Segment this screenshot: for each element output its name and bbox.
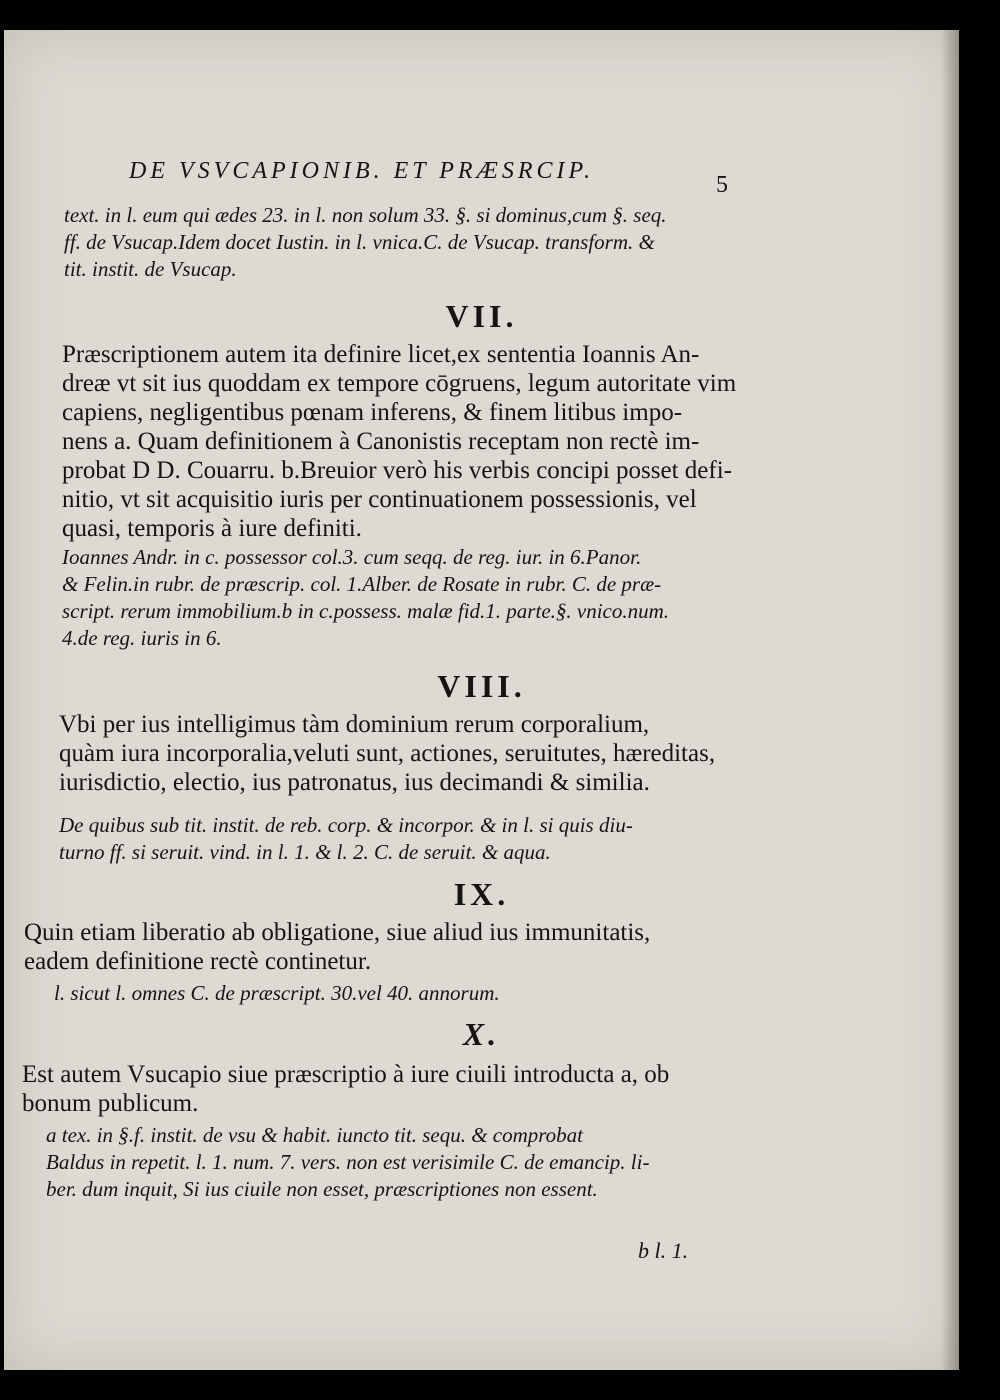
body-line: Quin etiam liberatio ab obligatione, siue aliud ius immunitatis,	[24, 919, 651, 946]
body-line: capiens, negligentibus pœnam inferens, & finem litibus impo-	[62, 399, 683, 426]
body-line: bonum publicum.	[22, 1090, 199, 1117]
section-note-vii	[62, 544, 742, 652]
section-heading-x: X.	[462, 1016, 501, 1052]
body-line: dreæ vt sit ius quoddam ex tempore cōgruens, legum autoritate vim	[62, 370, 737, 397]
running-head: DE VSVCAPIONIB. ET PRÆSRCIP.	[129, 158, 595, 184]
catchword: b l. 1.	[638, 1238, 689, 1263]
note-top	[64, 202, 744, 283]
body-line: probat D D. Couarru. b.Breuior verò his verbis concipi posset defi-	[62, 457, 732, 484]
body-line: quàm iura incorporalia,veluti sunt, actiones, seruitutes, hæreditas,	[59, 740, 716, 767]
body-line: nens a. Quam definitionem à Canonistis receptam non rectè im-	[62, 428, 700, 455]
section-heading-viii: VIII.	[437, 668, 526, 704]
body-line: quasi, temporis à iure definiti.	[62, 515, 362, 542]
note-line: ff. de Vsucap.Idem docet Iustin. in l. vnica.C. de Vsucap. transform. &	[64, 230, 655, 254]
body-line: iurisdictio, electio, ius patronatus, ius decimandi & similia.	[59, 769, 650, 796]
note-line: ber. dum inquit, Si ius ciuile non esset, præscriptiones non essent.	[46, 1177, 598, 1201]
note-line: script. rerum immobilium.b in c.possess. malæ fid.1. parte.§. vnico.num.	[62, 599, 670, 623]
section-heading-vii: VII.	[445, 298, 518, 334]
body-line: nitio, vt sit acquisitio iuris per continuationem possessionis, vel	[62, 486, 697, 513]
body-line: Præscriptionem autem ita definire licet,ex sententia Ioannis An-	[62, 341, 700, 368]
body-line: Est autem Vsucapio siue præscriptio à iure ciuili introducta a, ob	[22, 1061, 670, 1088]
page-number: 5	[716, 172, 728, 198]
body-line: eadem definitione rectè continetur.	[24, 948, 372, 975]
section-heading-ix: IX.	[453, 876, 510, 912]
body-line: Vbi per ius intelligimus tàm dominium rerum corporalium,	[59, 711, 650, 738]
section-body-ix	[24, 918, 714, 976]
section-body-x	[22, 1060, 722, 1118]
section-body-vii	[62, 340, 737, 543]
note-line: l. sicut l. omnes C. de præscript. 30.vel 40. annorum.	[54, 981, 500, 1005]
note-line: text. in l. eum qui ædes 23. in l. non solum 33. §. si dominus,cum §. seq.	[64, 203, 667, 227]
note-line: tit. instit. de Vsucap.	[64, 257, 237, 281]
book-page	[4, 30, 959, 1370]
note-line: & Felin.in rubr. de præscrip. col. 1.Alber. de Rosate in rubr. C. de præ-	[62, 572, 662, 596]
note-line: 4.de reg. iuris in 6.	[62, 626, 222, 650]
section-body-viii	[59, 710, 729, 797]
note-line: Ioannes Andr. in c. possessor col.3. cum seqq. de reg. iur. in 6.Panor.	[62, 545, 642, 569]
note-line: turno ff. si seruit. vind. in l. 1. & l. 2. C. de seruit. & aqua.	[59, 840, 551, 864]
section-note-x	[46, 1122, 736, 1203]
section-note-ix	[54, 980, 734, 1007]
section-note-viii	[59, 812, 739, 866]
note-line: a tex. in §.f. instit. de vsu & habit. iuncto tit. sequ. & comprobat	[46, 1123, 584, 1147]
note-line: Baldus in repetit. l. 1. num. 7. vers. non est verisimile C. de emancip. li-	[46, 1150, 650, 1174]
note-line: De quibus sub tit. instit. de reb. corp. & incorpor. & in l. si quis diu-	[59, 813, 633, 837]
